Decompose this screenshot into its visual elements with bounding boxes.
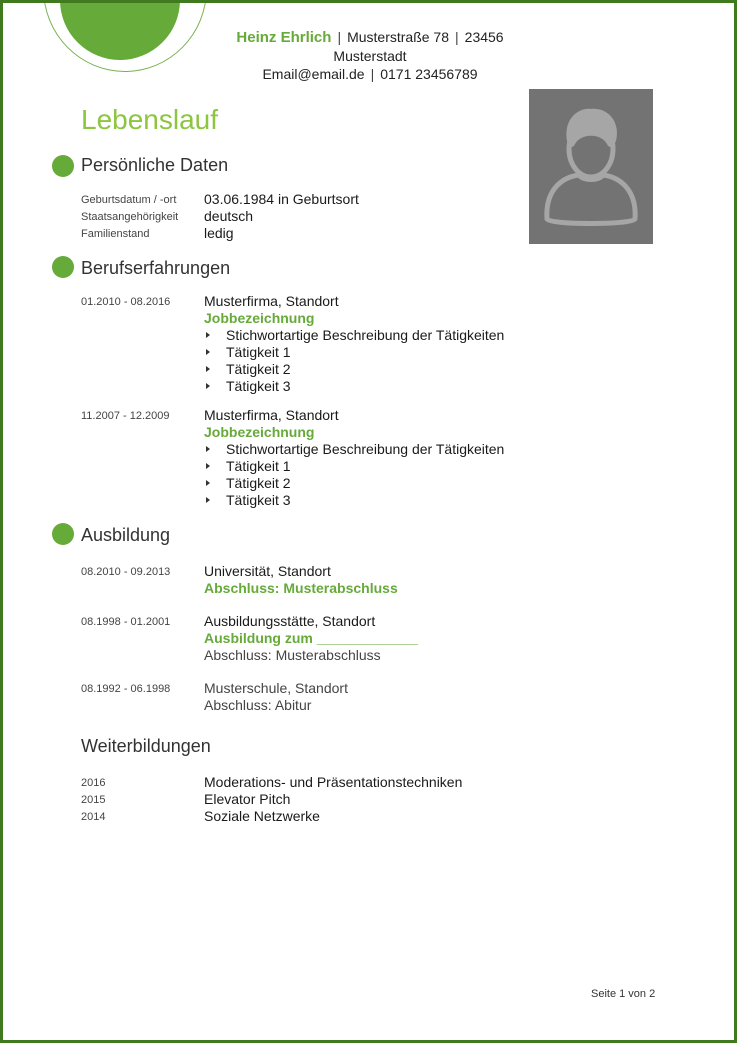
label-nationality: Staatsangehörigkeit bbox=[81, 211, 179, 223]
degree: Abschluss: Musterabschluss bbox=[204, 647, 381, 663]
company: Musterfirma, Standort bbox=[204, 407, 339, 423]
education-period: 08.1992 - 06.1998 bbox=[81, 683, 171, 695]
training-year: 2016 bbox=[81, 777, 106, 789]
value-birth: 03.06.1984 in Geburtsort bbox=[204, 191, 359, 207]
training-name: Elevator Pitch bbox=[204, 791, 291, 807]
city: 23456 Musterstadt bbox=[333, 29, 504, 64]
document-title: Lebenslauf bbox=[81, 104, 219, 135]
list-item: Stichwortartige Beschreibung der Tätigkeiten bbox=[204, 327, 504, 344]
list-item: Stichwortartige Beschreibung der Tätigkeiten bbox=[204, 441, 504, 458]
street: Musterstraße 78 bbox=[347, 29, 450, 45]
list-item: Tätigkeit 2 bbox=[204, 361, 504, 378]
section-bullet-icon bbox=[52, 256, 74, 278]
photo-placeholder bbox=[529, 89, 653, 244]
section-title-education: Ausbildung bbox=[81, 525, 171, 545]
section-bullet-icon bbox=[52, 155, 74, 177]
degree: Abschluss: Abitur bbox=[204, 697, 312, 713]
training-title: Ausbildung zum _____________ bbox=[204, 630, 418, 646]
job-title: Jobbezeichnung bbox=[204, 424, 315, 440]
contact-header: Heinz Ehrlich | Musterstraße 78 | 23456 Musterstadt Email@email.de | 0171 23456789 bbox=[236, 29, 504, 82]
list-item: Tätigkeit 1 bbox=[204, 344, 504, 361]
experience-entry bbox=[204, 293, 504, 395]
label-marital: Familienstand bbox=[81, 228, 150, 240]
label-birth: Geburtsdatum / -ort bbox=[81, 194, 177, 206]
list-item: Tätigkeit 1 bbox=[204, 458, 504, 475]
candidate-name: Heinz Ehrlich bbox=[236, 29, 332, 46]
triangle-bullet-icon bbox=[206, 366, 210, 372]
training-year: 2014 bbox=[81, 811, 106, 823]
section-title-personal: Persönliche Daten bbox=[81, 155, 229, 175]
experience-period: 01.2010 - 08.2016 bbox=[81, 296, 171, 308]
institution: Ausbildungsstätte, Standort bbox=[204, 613, 376, 629]
triangle-bullet-icon bbox=[206, 383, 210, 389]
experience-entry bbox=[204, 407, 504, 509]
company: Musterfirma, Standort bbox=[204, 293, 339, 309]
list-item: Tätigkeit 2 bbox=[204, 475, 504, 492]
triangle-bullet-icon bbox=[206, 446, 210, 452]
list-item: Tätigkeit 3 bbox=[204, 378, 504, 395]
list-item: Tätigkeit 3 bbox=[204, 492, 504, 509]
value-nationality: deutsch bbox=[204, 208, 254, 224]
triangle-bullet-icon bbox=[206, 497, 210, 503]
triangle-bullet-icon bbox=[206, 349, 210, 355]
email[interactable]: Email@email.de bbox=[262, 66, 365, 82]
training-name: Soziale Netzwerke bbox=[204, 808, 320, 824]
triangle-bullet-icon bbox=[206, 332, 210, 338]
section-bullet-icon bbox=[52, 523, 74, 545]
education-entry bbox=[204, 613, 418, 664]
triangle-bullet-icon bbox=[206, 480, 210, 486]
experience-period: 11.2007 - 12.2009 bbox=[81, 410, 170, 422]
value-marital: ledig bbox=[204, 225, 234, 241]
section-title-training: Weiterbildungen bbox=[81, 736, 211, 756]
degree: Abschluss: Musterabschluss bbox=[204, 580, 398, 596]
training-name: Moderations- und Präsentationstechniken bbox=[204, 774, 463, 790]
person-placeholder-icon bbox=[529, 89, 653, 244]
job-title: Jobbezeichnung bbox=[204, 310, 315, 326]
education-period: 08.1998 - 01.2001 bbox=[81, 616, 171, 628]
section-title-experience: Berufserfahrungen bbox=[81, 258, 231, 278]
triangle-bullet-icon bbox=[206, 463, 210, 469]
page-number: Seite 1 von 2 bbox=[591, 988, 656, 1000]
education-period: 08.2010 - 09.2013 bbox=[81, 566, 171, 578]
training-year: 2015 bbox=[81, 794, 106, 806]
education-entry bbox=[204, 563, 398, 597]
education-entry bbox=[204, 680, 348, 714]
phone: 0171 23456789 bbox=[380, 66, 478, 82]
institution: Universität, Standort bbox=[204, 563, 331, 579]
institution: Musterschule, Standort bbox=[204, 680, 348, 696]
